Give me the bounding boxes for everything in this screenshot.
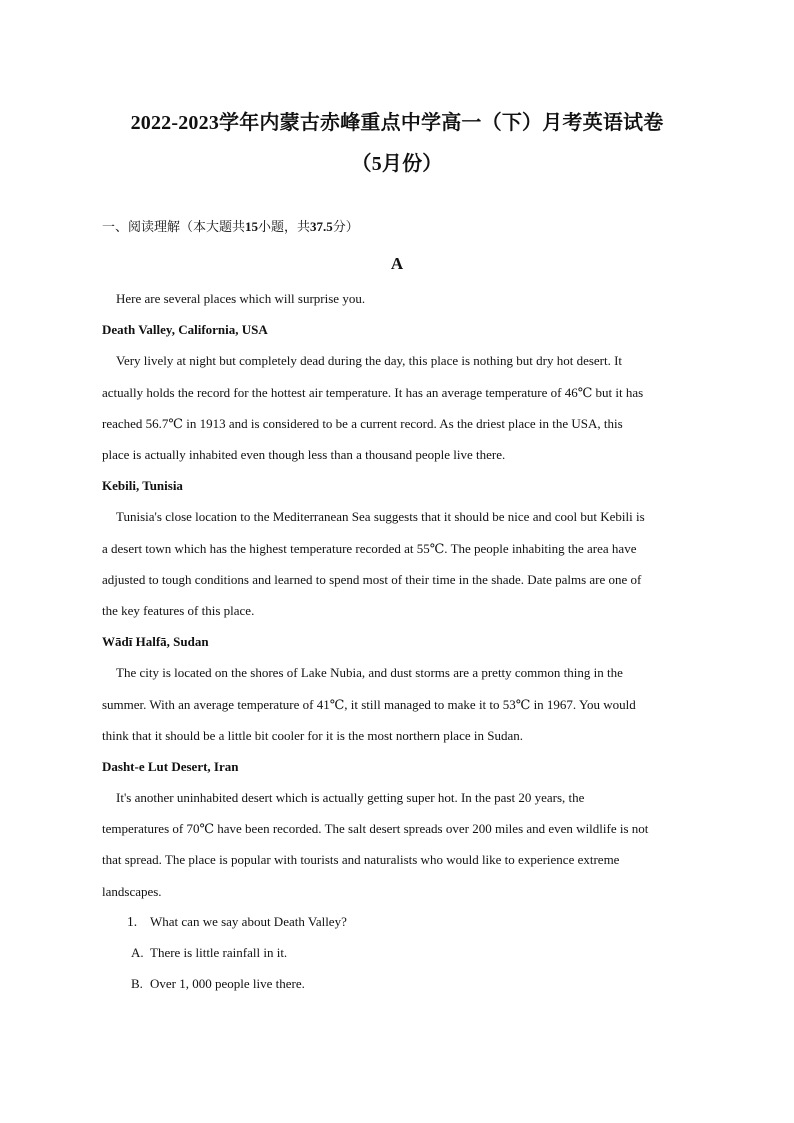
exam-title: 2022-2023学年内蒙古赤峰重点中学高一（下）月考英语试卷 (130, 112, 664, 134)
paragraph-line: It's another uninhabited desert which is actually getting super hot. In the past 20 years, the (116, 790, 585, 805)
paragraph-line: that spread. The place is popular with tourists and naturalists who would like to experience extreme (102, 852, 620, 867)
paragraph-line: actually holds the record for the hottest air temperature. It has an average temperature of 46℃ but it has (102, 385, 644, 400)
paragraph-line: reached 56.7℃ in 1913 and is considered to be a current record. As the driest place in the USA, this (102, 416, 623, 431)
section-prefix: 一、阅读理解（本大题共 (102, 219, 246, 234)
place-heading: Wādī Halfā, Sudan (102, 634, 209, 649)
section-heading (102, 216, 359, 235)
place-heading: Death Valley, California, USA (102, 322, 268, 337)
passage-label: A (390, 254, 404, 273)
paragraph-line: The city is located on the shores of Lake Nubia, and dust storms are a pretty common thing in the (116, 665, 623, 680)
paragraph-line: place is actually inhabited even though less than a thousand people live there. (102, 447, 506, 462)
question-text: What can we say about Death Valley? (150, 914, 347, 929)
paragraph-line: adjusted to tough conditions and learned to spend most of their time in the shade. Date palms are one of (102, 572, 642, 587)
question-number: 1. (127, 914, 138, 929)
option-text: There is little rainfall in it. (150, 945, 288, 960)
section-mid: 小题，共 (258, 219, 311, 234)
paragraph-line: a desert town which has the highest temperature recorded at 55℃. The people inhabiting the area have (102, 541, 637, 556)
paragraph-line: summer. With an average temperature of 41℃, it still managed to make it to 53℃ in 1967. You would (102, 697, 636, 712)
place-heading: Dasht-e Lut Desert, Iran (102, 759, 239, 774)
exam-subtitle: （5月份） (351, 153, 443, 175)
option-text: Over 1, 000 people live there. (150, 976, 305, 991)
paragraph-line: the key features of this place. (102, 603, 255, 618)
paragraph-line: think that it should be a little bit cooler for it is the most northern place in Sudan. (102, 728, 523, 743)
paragraph-line: Tunisia's close location to the Mediterranean Sea suggests that it should be nice and cool but Kebili is (116, 509, 645, 524)
paragraph-line: temperatures of 70℃ have been recorded. The salt desert spreads over 200 miles and even wildlife is not (102, 821, 649, 836)
option-letter: A. (131, 945, 144, 960)
paragraph-line: landscapes. (102, 884, 162, 899)
paragraph-line: Very lively at night but completely dead during the day, this place is nothing but dry hot desert. It (116, 353, 623, 368)
section-suffix: 分） (332, 219, 359, 234)
question-count: 15 (245, 219, 259, 234)
section-points: 37.5 (310, 219, 333, 234)
option-letter: B. (131, 976, 143, 991)
passage-intro: Here are several places which will surprise you. (116, 291, 366, 306)
place-heading: Kebili, Tunisia (102, 478, 183, 493)
